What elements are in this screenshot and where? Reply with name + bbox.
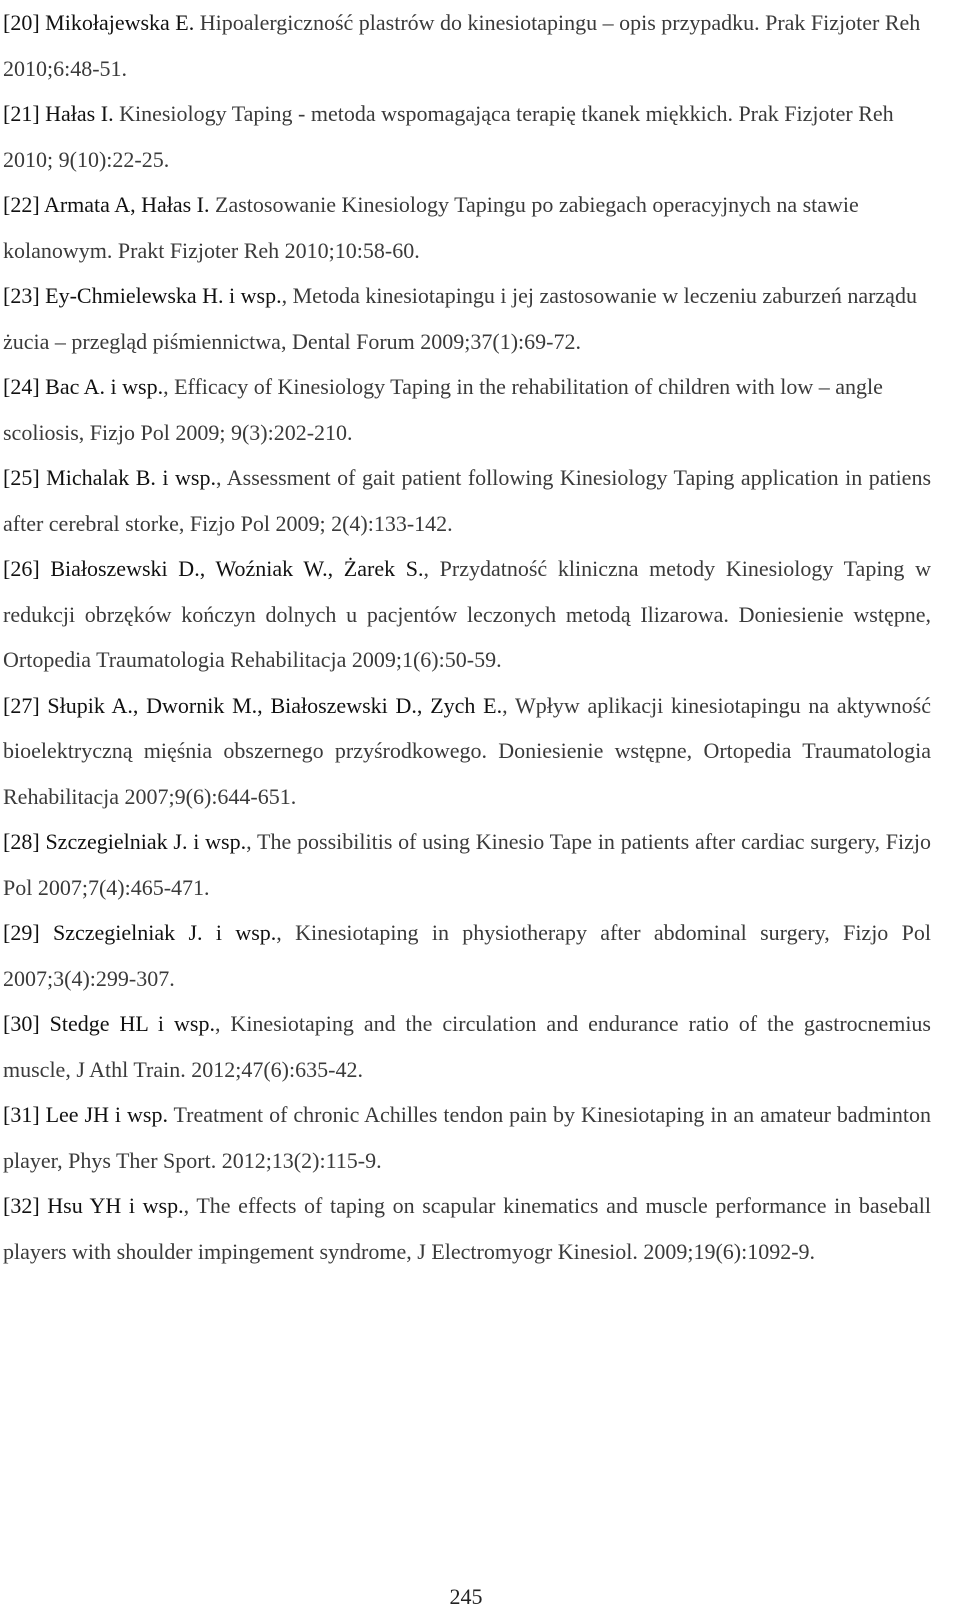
reference-details: Hipoalergiczność plastrów do kinesiotapingu – opis przypadku. Prak Fizjoter Reh 2010;6:48-51. (3, 10, 921, 81)
reference-authors: [20] Mikołajewska E. (3, 10, 195, 35)
reference-details: Zastosowanie Kinesiology Tapingu po zabiegach operacyjnych na stawie kolanowym. Prakt Fizjoter Reh 2010;10:58-60. (3, 192, 859, 263)
reference-item-21 (3, 91, 931, 182)
reference-authors: [30] Stedge HL i wsp. (3, 1011, 215, 1036)
reference-authors: [31] Lee JH i wsp. (3, 1102, 168, 1127)
reference-item-32 (3, 1183, 931, 1274)
reference-item-24 (3, 364, 931, 455)
reference-details: , Wpływ aplikacji kinesiotapingu na aktywność bioelektryczną mięśnia obszernego przyśrodkowego. Doniesienie wstępne, Ortopedia Traumatologia Rehabilitacja 2007;9(6):644-651. (3, 692, 931, 809)
reference-details: , Assessment of gait patient following Kinesiology Taping application in patiens after cerebral storke, Fizjo Pol 2009; 2(4):133-142. (3, 465, 932, 536)
reference-authors: [32] Hsu YH i wsp. (3, 1193, 184, 1218)
reference-item-23 (3, 273, 931, 364)
page-number: 245 (449, 1584, 483, 1609)
reference-authors: [23] Ey-Chmielewska H. i wsp. (3, 283, 282, 308)
reference-list (3, 0, 931, 1274)
reference-item-27 (3, 683, 931, 820)
reference-authors: [29] Szczegielniak J. i wsp. (3, 920, 277, 945)
reference-details: , Przydatność kliniczna metody Kinesiology Taping w redukcji obrzęków kończyn dolnych u pacjentów leczonych metodą Ilizarowa. Doniesienie wstępne, Ortopedia Traumatologia Rehabilitacja 2009;1(6):50-59. (3, 556, 931, 672)
reference-details: , The effects of taping on scapular kinematics and muscle performance in baseball players with shoulder impingement syndrome, J Electromyogr Kinesiol. 2009;19(6):1092-9. (3, 1193, 931, 1264)
reference-item-28 (3, 819, 931, 910)
reference-authors: [25] Michalak B. i wsp. (3, 465, 216, 490)
reference-authors: [24] Bac A. i wsp. (3, 374, 164, 399)
reference-authors: [22] Armata A, Hałas I. (3, 192, 210, 217)
reference-details: , Metoda kinesiotapingu i jej zastosowanie w leczeniu zaburzeń narządu żucia – przegląd piśmiennictwa, Dental Forum 2009;37(1):69-72. (3, 283, 917, 354)
reference-authors: [28] Szczegielniak J. i wsp. (3, 829, 247, 854)
reference-details: , Kinesiotaping in physiotherapy after abdominal surgery, Fizjo Pol 2007;3(4):299-307. (3, 920, 931, 991)
reference-item-22 (3, 182, 931, 273)
reference-item-31 (3, 1092, 931, 1183)
reference-details: , Kinesiotaping and the circulation and endurance ratio of the gastrocnemius muscle, J Athl Train. 2012;47(6):635-42. (3, 1011, 931, 1082)
reference-details: Kinesiology Taping - metoda wspomagająca terapię tkanek miękkich. Prak Fizjoter Reh 2010; 9(10):22-25. (3, 101, 894, 172)
reference-authors: [26] Białoszewski D., Woźniak W., Żarek S. (3, 556, 424, 581)
reference-authors: [27] Słupik A., Dwornik M., Białoszewski D., Zych E. (3, 692, 503, 718)
reference-authors: [21] Hałas I. (3, 101, 114, 126)
reference-item-25 (3, 455, 931, 546)
reference-details: Treatment of chronic Achilles tendon pain by Kinesiotaping in an amateur badminton player, Phys Ther Sport. 2012;13(2):115-9. (3, 1102, 932, 1173)
reference-item-29 (3, 910, 931, 1001)
reference-item-20 (3, 0, 931, 91)
reference-details: , Efficacy of Kinesiology Taping in the rehabilitation of children with low – angle scoliosis, Fizjo Pol 2009; 9(3):202-210. (3, 374, 883, 445)
reference-item-26 (3, 546, 931, 683)
reference-details: , The possibilitis of using Kinesio Tape in patients after cardiac surgery, Fizjo Pol 2007;7(4):465-471. (3, 829, 931, 900)
reference-item-30 (3, 1001, 931, 1092)
